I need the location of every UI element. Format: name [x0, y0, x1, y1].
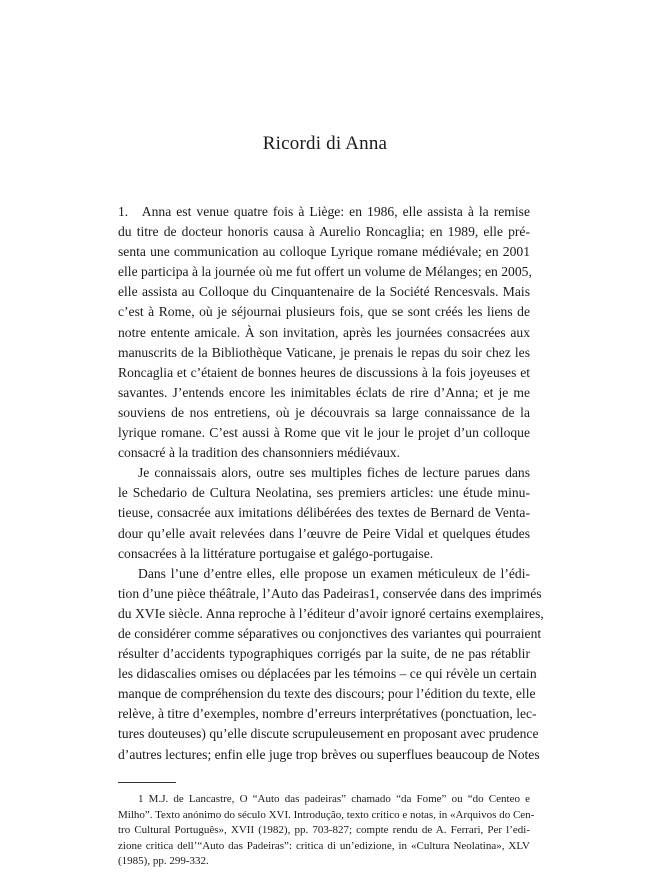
body-line: manque de compréhension du texte des discours; pour l’édition du texte, elle: [118, 686, 536, 702]
body-line: du XVIe siècle. Anna reproche à l’éditeur d’avoir ignoré certains exemplaires,: [118, 605, 544, 621]
body-line: consacrées à la littérature portugaise et galégo-portugaise.: [118, 545, 434, 561]
footnote-line: tro Cultural Português», XVII (1982), pp. 703-827; compte rendu de A. Ferrari, Per l’edi-: [118, 824, 530, 837]
footnote-line: 1 M.J. de Lancastre, O “Auto das padeiras” chamado “da Fome” ou “do Centeo e: [138, 793, 530, 805]
footnote-line: zione critica dell’“Auto das Padeiras”: critica di un’edizione, in «Cultura Neolatina», XLV: [118, 839, 530, 852]
main-body-text: [118, 202, 544, 765]
body-line: notre entente amicale. À son invitation, après les journées consacrées aux: [118, 324, 530, 340]
body-line: de considérer comme séparatives ou conjonctives des variantes qui pourraient: [118, 625, 542, 641]
body-line: le Schedario de Cultura Neolatina, ses premiers articles: une étude minu-: [118, 485, 530, 501]
body-line: c’est à Rome, où je séjournai plusieurs fois, que se sont créés les liens de: [118, 304, 530, 320]
body-line: Je connaissais alors, outre ses multiples fiches de lecture parues dans: [138, 465, 530, 481]
body-line: manuscrits de la Bibliothèque Vaticane, je prenais le repas du soir chez les: [118, 344, 530, 360]
body-line: lyrique romane. C’est aussi à Rome que vit le jour le projet d’un colloque: [118, 425, 530, 441]
footnote-separator: [118, 782, 176, 783]
body-line: elle assista au Colloque du Cinquantenaire de la Société Rencesvals. Mais: [118, 284, 530, 300]
body-line: consacré à la tradition des chansonniers médiévaux.: [118, 445, 400, 461]
body-line: Dans l’une d’entre elles, elle propose un examen méticuleux de l’édi-: [138, 565, 530, 581]
body-line: résulter d’accidents typographiques corrigés par la suite, de ne pas rétablir: [118, 646, 530, 662]
body-line: 1. Anna est venue quatre fois à Liège: en 1986, elle assista à la remise: [118, 204, 530, 219]
body-line: les didascalies omises ou déplacées par les témoins – ce qui révèle un certain: [118, 666, 537, 682]
body-line: senta une communication au colloque Lyrique romane médiévale; en 2001: [118, 244, 530, 260]
body-line: tieuse, consacrée aux imitations délibérées des textes de Bernard de Venta-: [118, 505, 530, 521]
body-line: souviens de nos entretiens, où je découvrais sa large connaissance de la: [118, 404, 530, 420]
body-line: tures douteuses) qu’elle discute scrupuleusement en proposant avec prudence: [118, 726, 539, 742]
footnote-line: Milho”. Texto anónimo do século XVI. Introdução, texto crítico e notas, in «Arquivos do Cen-: [118, 808, 535, 821]
body-line: Roncaglia et c’étaient de bonnes heures de discussions à la fois joyeuses et: [118, 364, 530, 380]
body-line: elle participa à la journée où me fut offert un volume de Mélanges; en 2005,: [118, 264, 532, 280]
body-line: dour qu’elle avait relevées dans l’œuvre de Peire Vidal et quelques études: [118, 525, 530, 541]
page-title: Ricordi di Anna: [262, 133, 388, 154]
footnote: [118, 792, 535, 870]
body-line: du titre de docteur honoris causa à Aurelio Roncaglia; en 1989, elle pré-: [118, 224, 530, 240]
body-line: savantes. J’entends encore les inimitables éclats de rire d’Anna; et je me: [118, 384, 530, 400]
footnote-line: (1985), pp. 299-332.: [118, 855, 209, 868]
body-line: relève, à titre d’exemples, nombre d’erreurs interprétatives (ponctuation, lec-: [118, 706, 537, 722]
body-line: d’autres lectures; enfin elle juge trop brèves ou superflues beaucoup de Notes: [118, 746, 540, 762]
body-line: tion d’une pièce théâtrale, l’Auto das Padeiras1, conservée dans des imprimés: [118, 585, 542, 601]
